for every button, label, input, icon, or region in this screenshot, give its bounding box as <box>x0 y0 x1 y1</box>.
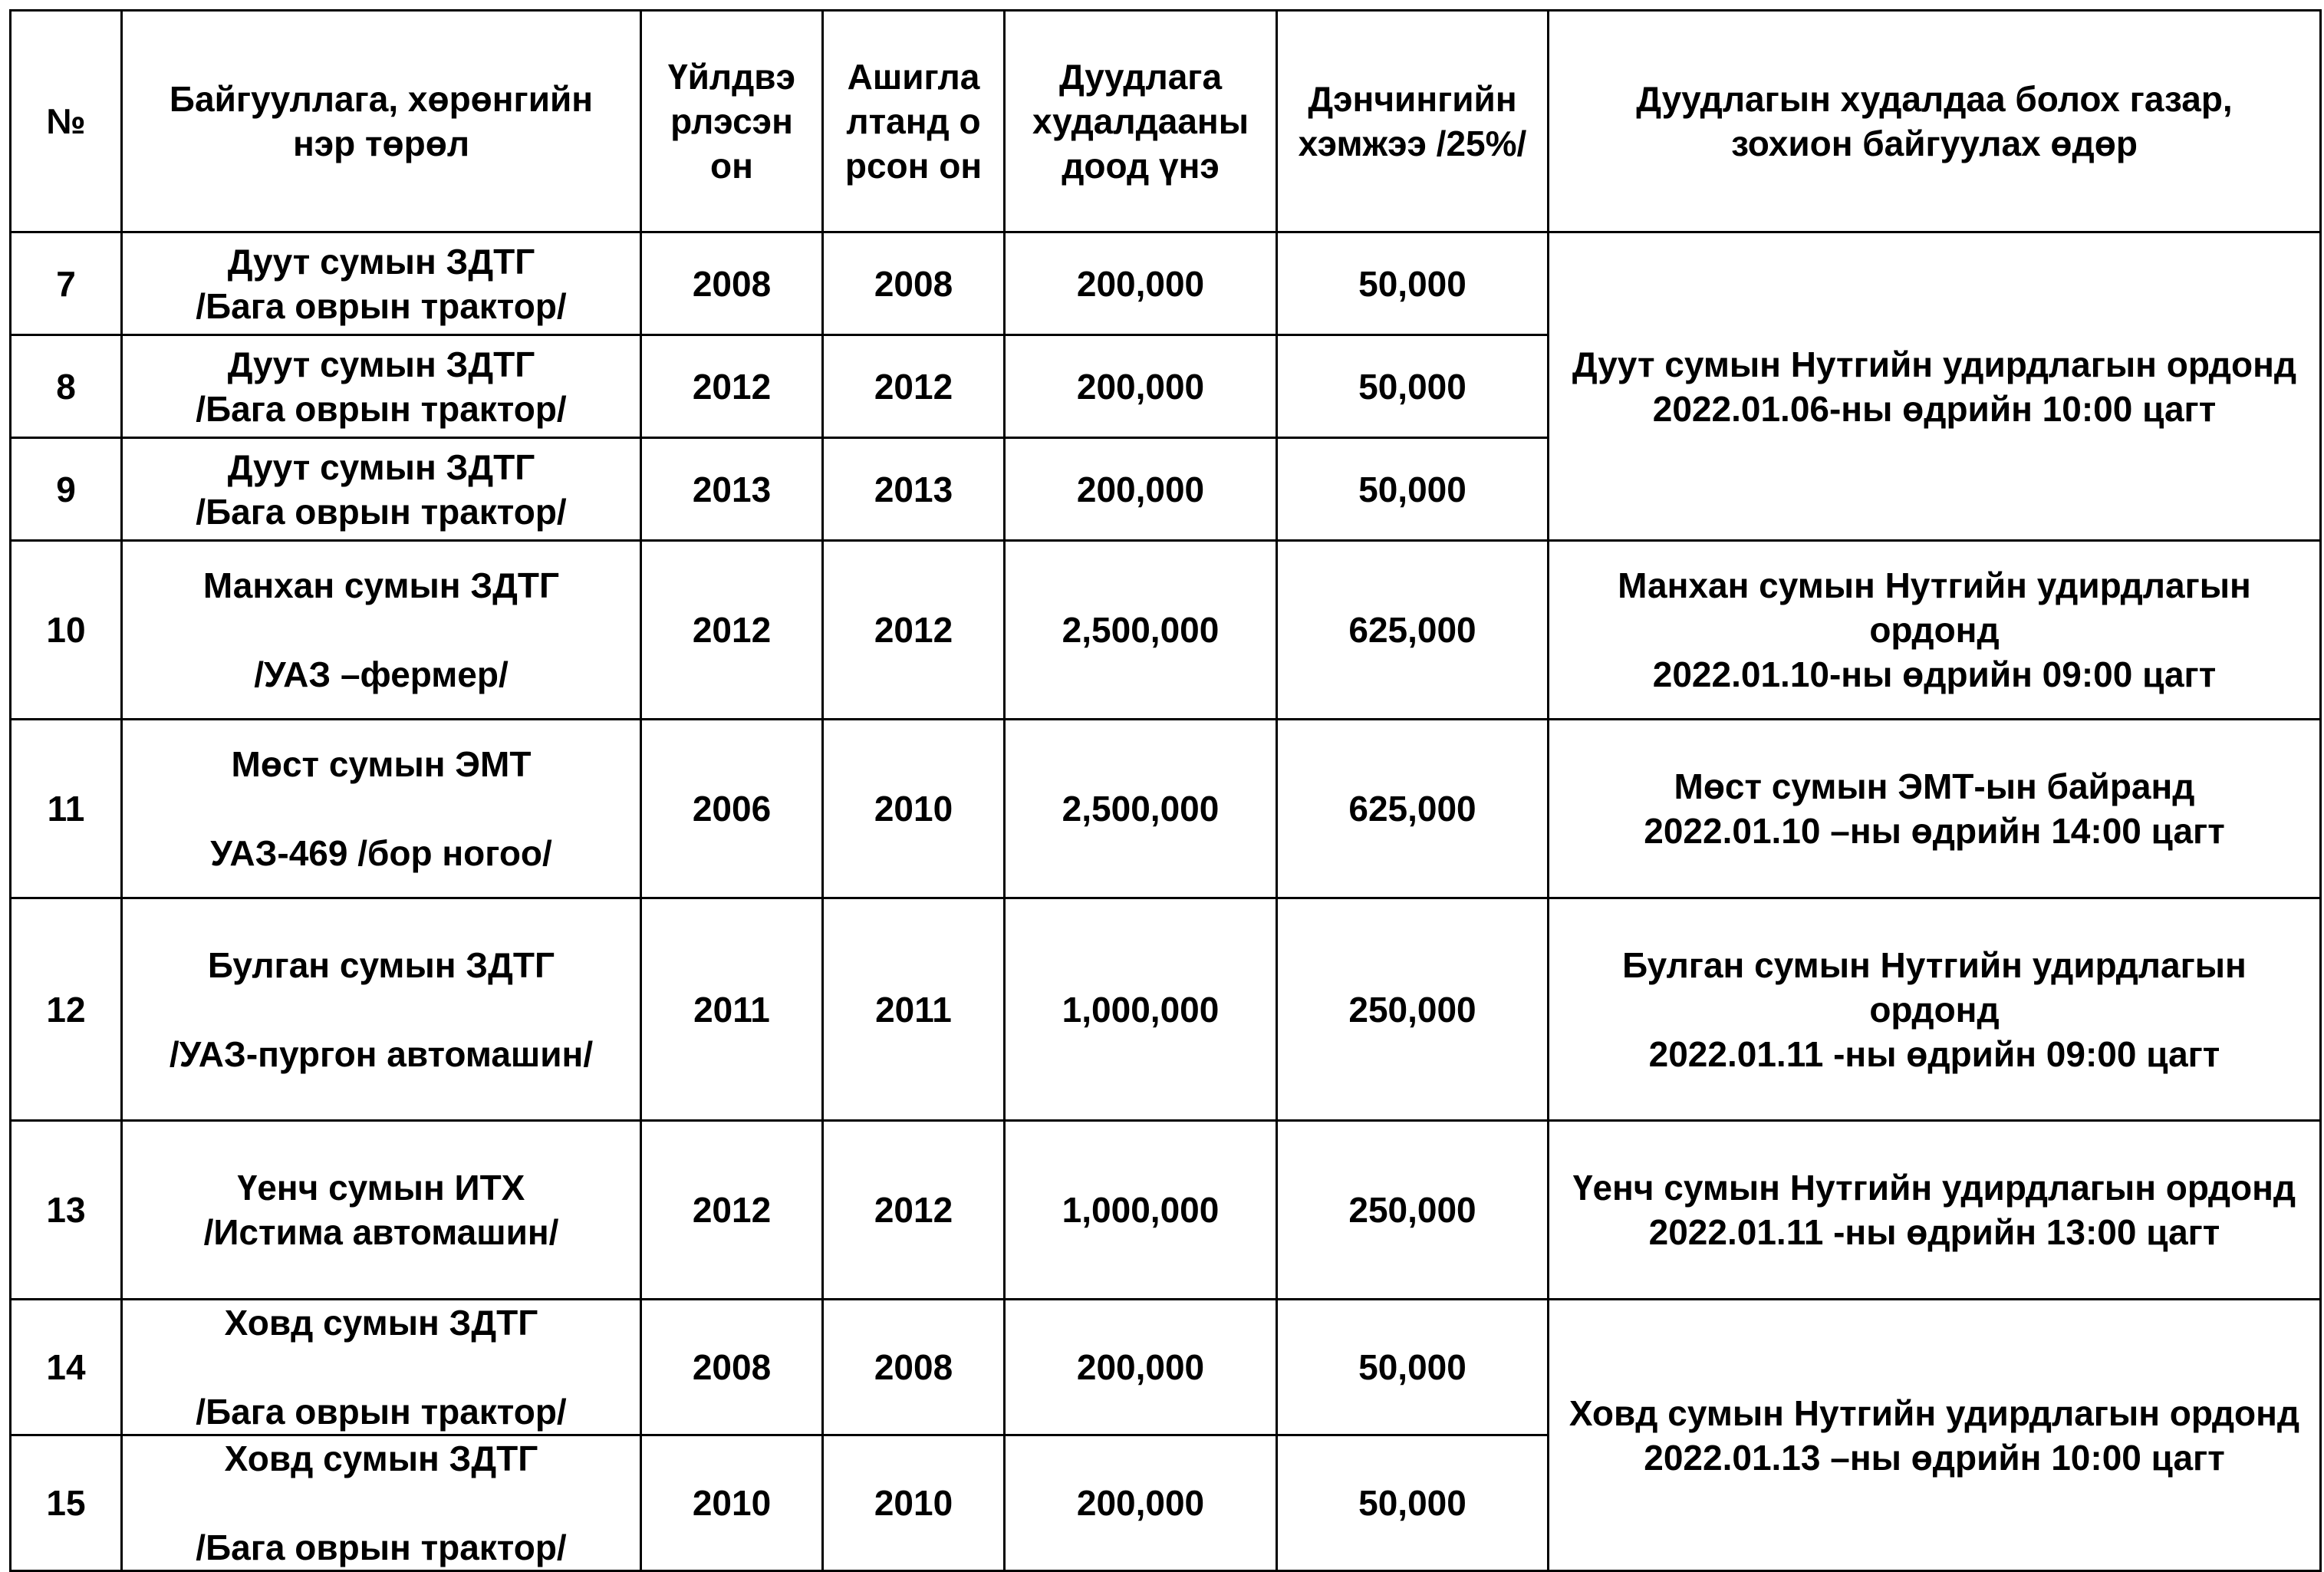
row-used-year: 2008 <box>823 232 1005 335</box>
row-asset-type: /Истима автомашин/ <box>203 1212 559 1252</box>
row-asset <box>122 232 641 335</box>
row-made-year: 2013 <box>641 438 823 541</box>
row-made-year: 2010 <box>641 1435 823 1571</box>
row-asset-type: /Бага оврын трактор/ <box>196 388 567 429</box>
row-min-price: 200,000 <box>1005 1300 1277 1435</box>
row-asset <box>122 1435 641 1571</box>
row-deposit: 625,000 <box>1277 720 1549 898</box>
table-row <box>11 541 2321 720</box>
row-used-year: 2008 <box>823 1300 1005 1435</box>
row-asset <box>122 720 641 898</box>
row-min-price: 200,000 <box>1005 232 1277 335</box>
row-org: Ховд сумын ЗДТГ <box>224 1303 538 1343</box>
row-min-price: 2,500,000 <box>1005 541 1277 720</box>
row-org: Дуут сумын ЗДТГ <box>227 447 535 487</box>
row-made-year: 2012 <box>641 1121 823 1300</box>
table-row <box>11 232 2321 335</box>
header-cell-no: № <box>11 11 122 232</box>
row-min-price: 200,000 <box>1005 438 1277 541</box>
row-asset-type: /Бага оврын трактор/ <box>196 1528 567 1567</box>
row-deposit: 50,000 <box>1277 335 1549 438</box>
row-no: 11 <box>11 720 122 898</box>
row-location: Дуут сумын Нутгийн удирдлагын ордонд 2022.01.06-ны өдрийн 10:00 цагт <box>1549 232 2321 541</box>
row-location: Булган сумын Нутгийн удирдлагын ордонд 2022.01.11 -ны өдрийн 09:00 цагт <box>1549 898 2321 1121</box>
row-location: Ховд сумын Нутгийн удирдлагын ордонд 2022.01.13 –ны өдрийн 10:00 цагт <box>1549 1300 2321 1571</box>
row-min-price: 200,000 <box>1005 335 1277 438</box>
row-made-year: 2008 <box>641 232 823 335</box>
row-asset-type: /Бага оврын трактор/ <box>196 1392 567 1432</box>
row-org: Ховд сумын ЗДТГ <box>224 1439 538 1478</box>
row-deposit: 50,000 <box>1277 1300 1549 1435</box>
row-asset <box>122 335 641 438</box>
row-no: 10 <box>11 541 122 720</box>
row-deposit: 50,000 <box>1277 438 1549 541</box>
row-org: Дуут сумын ЗДТГ <box>227 241 535 282</box>
header-cell-used-year: Ашиглалтанд орсон он <box>823 11 1005 232</box>
row-location: Мөст сумын ЭМТ-ын байранд 2022.01.10 –ны өдрийн 14:00 цагт <box>1549 720 2321 898</box>
row-min-price: 2,500,000 <box>1005 720 1277 898</box>
header-row <box>11 11 2321 232</box>
row-used-year: 2012 <box>823 335 1005 438</box>
header-cell-made-year: Үйлдвэрлэсэн он <box>641 11 823 232</box>
header-cell-org: Байгууллага, хөрөнгийн нэр төрөл <box>122 11 641 232</box>
row-asset-type: /Бага оврын трактор/ <box>196 285 567 326</box>
header-cell-location: Дуудлагын худалдаа болох газар, зохион байгуулах өдөр <box>1549 11 2321 232</box>
row-org: Манхан сумын ЗДТГ <box>202 565 560 605</box>
row-org: Дуут сумын ЗДТГ <box>227 344 535 384</box>
row-used-year: 2011 <box>823 898 1005 1121</box>
row-org: Булган сумын ЗДТГ <box>207 944 555 985</box>
row-location: Манхан сумын Нутгийн удирдлагын ордонд 2022.01.10-ны өдрийн 09:00 цагт <box>1549 541 2321 720</box>
row-asset-type: УАЗ-469 /бор ногоо/ <box>210 833 552 873</box>
row-made-year: 2011 <box>641 898 823 1121</box>
row-min-price: 1,000,000 <box>1005 1121 1277 1300</box>
row-asset <box>122 1300 641 1435</box>
row-no: 7 <box>11 232 122 335</box>
row-no: 15 <box>11 1435 122 1571</box>
row-used-year: 2013 <box>823 438 1005 541</box>
row-asset-type: /УАЗ –фермер/ <box>254 654 509 694</box>
row-no: 9 <box>11 438 122 541</box>
row-made-year: 2008 <box>641 1300 823 1435</box>
row-deposit: 250,000 <box>1277 1121 1549 1300</box>
row-made-year: 2012 <box>641 541 823 720</box>
table-row <box>11 720 2321 898</box>
header-cell-deposit: Дэнчингийн хэмжээ /25%/ <box>1277 11 1549 232</box>
row-no: 14 <box>11 1300 122 1435</box>
row-org: Мөст сумын ЭМТ <box>231 744 532 784</box>
row-used-year: 2010 <box>823 1435 1005 1571</box>
row-org: Үенч сумын ИТХ <box>237 1168 525 1208</box>
row-min-price: 1,000,000 <box>1005 898 1277 1121</box>
row-asset <box>122 541 641 720</box>
row-asset <box>122 438 641 541</box>
row-used-year: 2012 <box>823 541 1005 720</box>
row-deposit: 250,000 <box>1277 898 1549 1121</box>
row-asset <box>122 898 641 1121</box>
row-asset-type: /Бага оврын трактор/ <box>196 491 567 532</box>
row-deposit: 625,000 <box>1277 541 1549 720</box>
row-deposit: 50,000 <box>1277 232 1549 335</box>
auction-table <box>9 9 2322 1572</box>
row-deposit: 50,000 <box>1277 1435 1549 1571</box>
row-no: 8 <box>11 335 122 438</box>
header-cell-min-price: Дуудлага худалдааны доод үнэ <box>1005 11 1277 232</box>
row-used-year: 2012 <box>823 1121 1005 1300</box>
row-asset-type: /УАЗ-пургон автомашин/ <box>169 1033 594 1074</box>
row-used-year: 2010 <box>823 720 1005 898</box>
row-asset <box>122 1121 641 1300</box>
table-row <box>11 1121 2321 1300</box>
table-row <box>11 1300 2321 1435</box>
row-no: 12 <box>11 898 122 1121</box>
row-min-price: 200,000 <box>1005 1435 1277 1571</box>
row-no: 13 <box>11 1121 122 1300</box>
row-made-year: 2012 <box>641 335 823 438</box>
table-row <box>11 898 2321 1121</box>
row-location: Үенч сумын Нутгийн удирдлагын ордонд 2022.01.11 -ны өдрийн 13:00 цагт <box>1549 1121 2321 1300</box>
row-made-year: 2006 <box>641 720 823 898</box>
